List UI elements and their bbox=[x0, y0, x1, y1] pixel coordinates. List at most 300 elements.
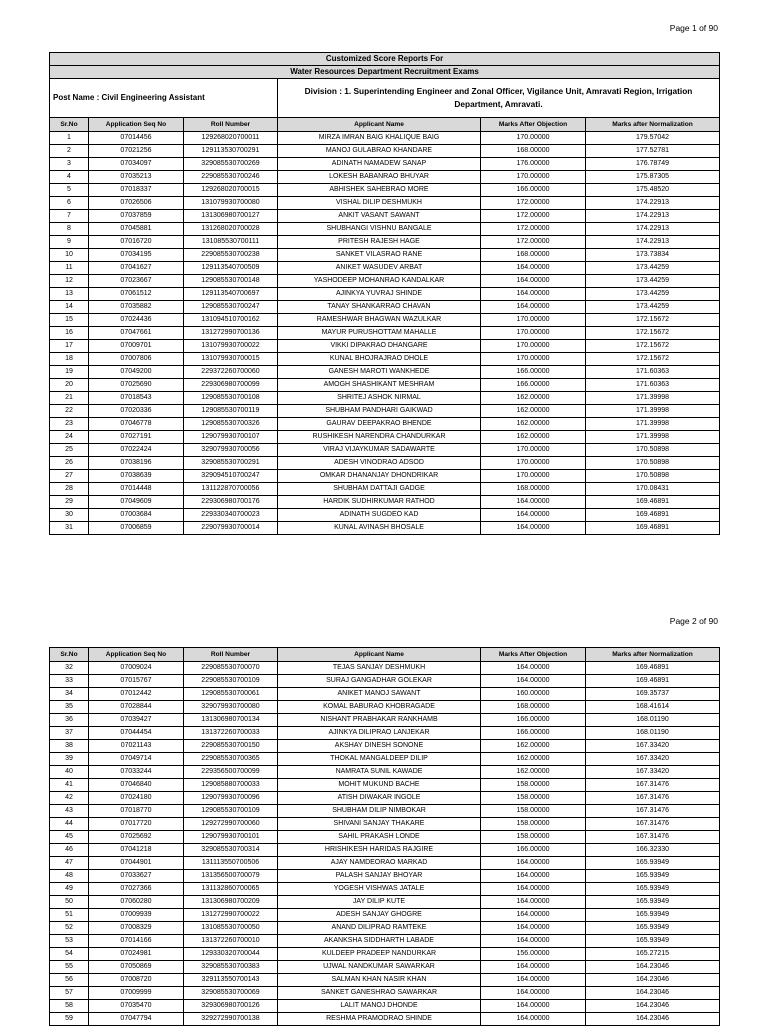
table-row bbox=[50, 431, 720, 444]
cell-marks-after-objection: 164.00000 bbox=[481, 896, 586, 909]
table-row bbox=[50, 805, 720, 818]
cell-sr-no: 32 bbox=[50, 662, 89, 675]
cell-applicant-name: AJINKYA DILIPRAO LANJEKAR bbox=[278, 727, 481, 740]
cell-sr-no: 7 bbox=[50, 210, 89, 223]
table-row bbox=[50, 418, 720, 431]
cell-marks-after-normalization: 164.23046 bbox=[586, 1013, 720, 1026]
cell-roll-number: 329113550700143 bbox=[184, 974, 278, 987]
page-number: Page 1 of 90 bbox=[669, 23, 718, 33]
col-marks-after-normalization: Marks after Normalization bbox=[586, 118, 720, 132]
cell-marks-after-objection: 170.00000 bbox=[481, 314, 586, 327]
table-row bbox=[50, 171, 720, 184]
cell-marks-after-normalization: 165.93949 bbox=[586, 922, 720, 935]
cell-marks-after-normalization: 171.39998 bbox=[586, 418, 720, 431]
cell-marks-after-normalization: 166.32330 bbox=[586, 844, 720, 857]
cell-applicant-name: SURAJ GANGADHAR GOLEKAR bbox=[278, 675, 481, 688]
cell-marks-after-objection: 170.00000 bbox=[481, 470, 586, 483]
report-subtitle: Water Resources Department Recruitment Exams bbox=[50, 66, 720, 79]
cell-sr-no: 24 bbox=[50, 431, 89, 444]
table-row bbox=[50, 740, 720, 753]
cell-applicant-name: HARDIK SUDHIRKUMAR RATHOD bbox=[278, 496, 481, 509]
cell-applicant-name: ANKIT VASANT SAWANT bbox=[278, 210, 481, 223]
cell-sr-no: 2 bbox=[50, 145, 89, 158]
table-row bbox=[50, 818, 720, 831]
cell-sr-no: 15 bbox=[50, 314, 89, 327]
col-applicant-name: Applicant Name bbox=[278, 118, 481, 132]
cell-roll-number: 131356500700079 bbox=[184, 870, 278, 883]
col-application-seq: Application Seq No bbox=[89, 648, 184, 662]
cell-marks-after-objection: 158.00000 bbox=[481, 779, 586, 792]
table-row bbox=[50, 288, 720, 301]
cell-application-seq: 07027366 bbox=[89, 883, 184, 896]
cell-roll-number: 131094510700162 bbox=[184, 314, 278, 327]
cell-marks-after-normalization: 169.46891 bbox=[586, 496, 720, 509]
cell-applicant-name: ADESH SANJAY GHOGRE bbox=[278, 909, 481, 922]
cell-roll-number: 129079930700096 bbox=[184, 792, 278, 805]
cell-application-seq: 07037859 bbox=[89, 210, 184, 223]
cell-marks-after-normalization: 172.15672 bbox=[586, 327, 720, 340]
cell-application-seq: 07046840 bbox=[89, 779, 184, 792]
cell-application-seq: 07041627 bbox=[89, 262, 184, 275]
cell-applicant-name: ATISH DIWAKAR INGOLE bbox=[278, 792, 481, 805]
cell-sr-no: 39 bbox=[50, 753, 89, 766]
cell-application-seq: 07018770 bbox=[89, 805, 184, 818]
cell-applicant-name: LALIT MANOJ DHONDE bbox=[278, 1000, 481, 1013]
cell-application-seq: 07014166 bbox=[89, 935, 184, 948]
cell-roll-number: 129085880700033 bbox=[184, 779, 278, 792]
cell-marks-after-normalization: 169.46891 bbox=[586, 522, 720, 535]
cell-roll-number: 131372260700010 bbox=[184, 935, 278, 948]
cell-marks-after-objection: 162.00000 bbox=[481, 766, 586, 779]
cell-roll-number: 229085530700365 bbox=[184, 753, 278, 766]
cell-marks-after-objection: 158.00000 bbox=[481, 805, 586, 818]
cell-marks-after-objection: 164.00000 bbox=[481, 857, 586, 870]
cell-marks-after-objection: 172.00000 bbox=[481, 210, 586, 223]
cell-sr-no: 17 bbox=[50, 340, 89, 353]
cell-marks-after-objection: 164.00000 bbox=[481, 496, 586, 509]
cell-marks-after-normalization: 173.44259 bbox=[586, 288, 720, 301]
col-marks-after-objection: Marks After Objection bbox=[481, 648, 586, 662]
cell-applicant-name: YOGESH VISHWAS JATALE bbox=[278, 883, 481, 896]
cell-applicant-name: RESHMA PRAMODRAO SHINDE bbox=[278, 1013, 481, 1026]
cell-application-seq: 07016720 bbox=[89, 236, 184, 249]
cell-roll-number: 131306980700209 bbox=[184, 896, 278, 909]
cell-marks-after-objection: 170.00000 bbox=[481, 353, 586, 366]
table-row bbox=[50, 896, 720, 909]
table-row bbox=[50, 210, 720, 223]
cell-roll-number: 129085530700247 bbox=[184, 301, 278, 314]
cell-marks-after-normalization: 168.41614 bbox=[586, 701, 720, 714]
cell-sr-no: 12 bbox=[50, 275, 89, 288]
cell-sr-no: 13 bbox=[50, 288, 89, 301]
cell-marks-after-objection: 164.00000 bbox=[481, 870, 586, 883]
cell-marks-after-normalization: 174.22913 bbox=[586, 236, 720, 249]
cell-application-seq: 07038196 bbox=[89, 457, 184, 470]
table-row bbox=[50, 961, 720, 974]
cell-marks-after-objection: 160.00000 bbox=[481, 688, 586, 701]
cell-applicant-name: MOHIT MUKUND BACHE bbox=[278, 779, 481, 792]
cell-applicant-name: SHUBHAM DATTAJI GADGE bbox=[278, 483, 481, 496]
cell-application-seq: 07014456 bbox=[89, 132, 184, 145]
cell-sr-no: 21 bbox=[50, 392, 89, 405]
cell-sr-no: 28 bbox=[50, 483, 89, 496]
cell-application-seq: 07021256 bbox=[89, 145, 184, 158]
post-name: Post Name : Civil Engineering Assistant bbox=[50, 79, 278, 118]
cell-applicant-name: NISHANT PRABHAKAR RANKHAMB bbox=[278, 714, 481, 727]
cell-marks-after-objection: 168.00000 bbox=[481, 701, 586, 714]
cell-marks-after-normalization: 174.22913 bbox=[586, 197, 720, 210]
cell-application-seq: 07014448 bbox=[89, 483, 184, 496]
cell-applicant-name: KOMAL BABURAO KHOBRAGADE bbox=[278, 701, 481, 714]
cell-sr-no: 26 bbox=[50, 457, 89, 470]
cell-roll-number: 229085530700109 bbox=[184, 675, 278, 688]
cell-marks-after-normalization: 169.35737 bbox=[586, 688, 720, 701]
cell-marks-after-objection: 156.00000 bbox=[481, 948, 586, 961]
cell-application-seq: 07046778 bbox=[89, 418, 184, 431]
cell-roll-number: 229306980700099 bbox=[184, 379, 278, 392]
table-row bbox=[50, 327, 720, 340]
cell-marks-after-normalization: 174.22913 bbox=[586, 223, 720, 236]
cell-marks-after-normalization: 167.31476 bbox=[586, 805, 720, 818]
cell-application-seq: 07047794 bbox=[89, 1013, 184, 1026]
cell-applicant-name: VIRAJ VIJAYKUMAR SADAWARTE bbox=[278, 444, 481, 457]
cell-application-seq: 07034195 bbox=[89, 249, 184, 262]
cell-marks-after-normalization: 168.01190 bbox=[586, 714, 720, 727]
cell-marks-after-objection: 172.00000 bbox=[481, 236, 586, 249]
cell-sr-no: 42 bbox=[50, 792, 89, 805]
cell-marks-after-objection: 166.00000 bbox=[481, 184, 586, 197]
cell-sr-no: 38 bbox=[50, 740, 89, 753]
cell-marks-after-normalization: 170.50898 bbox=[586, 457, 720, 470]
cell-marks-after-objection: 162.00000 bbox=[481, 753, 586, 766]
cell-marks-after-objection: 170.00000 bbox=[481, 132, 586, 145]
cell-application-seq: 07012442 bbox=[89, 688, 184, 701]
cell-roll-number: 329306980700126 bbox=[184, 1000, 278, 1013]
cell-application-seq: 07008329 bbox=[89, 922, 184, 935]
cell-applicant-name: TANAY SHANKARRAO CHAVAN bbox=[278, 301, 481, 314]
cell-marks-after-objection: 158.00000 bbox=[481, 818, 586, 831]
cell-application-seq: 07024981 bbox=[89, 948, 184, 961]
cell-application-seq: 07009701 bbox=[89, 340, 184, 353]
cell-application-seq: 07033244 bbox=[89, 766, 184, 779]
cell-application-seq: 07061512 bbox=[89, 288, 184, 301]
cell-sr-no: 48 bbox=[50, 870, 89, 883]
cell-roll-number: 329085530700383 bbox=[184, 961, 278, 974]
cell-sr-no: 3 bbox=[50, 158, 89, 171]
table-row bbox=[50, 922, 720, 935]
cell-marks-after-normalization: 173.44259 bbox=[586, 275, 720, 288]
cell-marks-after-objection: 166.00000 bbox=[481, 844, 586, 857]
cell-applicant-name: JAY DILIP KUTE bbox=[278, 896, 481, 909]
cell-applicant-name: MANOJ GULABRAO KHANDARE bbox=[278, 145, 481, 158]
cell-marks-after-normalization: 172.15672 bbox=[586, 314, 720, 327]
cell-marks-after-objection: 164.00000 bbox=[481, 301, 586, 314]
cell-marks-after-objection: 168.00000 bbox=[481, 483, 586, 496]
cell-applicant-name: HRISHIKESH HARIDAS RAJGIRE bbox=[278, 844, 481, 857]
table-row bbox=[50, 935, 720, 948]
cell-sr-no: 46 bbox=[50, 844, 89, 857]
cell-application-seq: 07006859 bbox=[89, 522, 184, 535]
table-row bbox=[50, 340, 720, 353]
cell-sr-no: 55 bbox=[50, 961, 89, 974]
cell-application-seq: 07018543 bbox=[89, 392, 184, 405]
cell-sr-no: 50 bbox=[50, 896, 89, 909]
cell-sr-no: 49 bbox=[50, 883, 89, 896]
cell-applicant-name: RUSHIKESH NARENDRA CHANDURKAR bbox=[278, 431, 481, 444]
table-row bbox=[50, 483, 720, 496]
cell-sr-no: 4 bbox=[50, 171, 89, 184]
cell-applicant-name: SALMAN KHAN NASIR KHAN bbox=[278, 974, 481, 987]
table-row bbox=[50, 353, 720, 366]
cell-marks-after-objection: 164.00000 bbox=[481, 288, 586, 301]
cell-sr-no: 45 bbox=[50, 831, 89, 844]
table-row bbox=[50, 392, 720, 405]
table-row bbox=[50, 831, 720, 844]
cell-marks-after-normalization: 169.46891 bbox=[586, 662, 720, 675]
cell-applicant-name: ANAND DILIPRAO RAMTEKE bbox=[278, 922, 481, 935]
cell-marks-after-objection: 172.00000 bbox=[481, 223, 586, 236]
cell-roll-number: 229330340700023 bbox=[184, 509, 278, 522]
table-row bbox=[50, 444, 720, 457]
cell-marks-after-normalization: 164.23046 bbox=[586, 974, 720, 987]
cell-applicant-name: SHRITEJ ASHOK NIRMAL bbox=[278, 392, 481, 405]
cell-applicant-name: AKSHAY DINESH SONONE bbox=[278, 740, 481, 753]
cell-application-seq: 07035213 bbox=[89, 171, 184, 184]
cell-marks-after-objection: 164.00000 bbox=[481, 262, 586, 275]
cell-marks-after-normalization: 167.33420 bbox=[586, 740, 720, 753]
cell-sr-no: 27 bbox=[50, 470, 89, 483]
cell-marks-after-normalization: 164.23046 bbox=[586, 961, 720, 974]
col-application-seq: Application Seq No bbox=[89, 118, 184, 132]
cell-applicant-name: PALASH SANJAY BHOYAR bbox=[278, 870, 481, 883]
cell-roll-number: 229306980700176 bbox=[184, 496, 278, 509]
cell-marks-after-normalization: 173.73834 bbox=[586, 249, 720, 262]
cell-marks-after-normalization: 171.39998 bbox=[586, 392, 720, 405]
cell-application-seq: 07035470 bbox=[89, 1000, 184, 1013]
cell-sr-no: 56 bbox=[50, 974, 89, 987]
cell-marks-after-objection: 164.00000 bbox=[481, 1013, 586, 1026]
table-row bbox=[50, 909, 720, 922]
col-roll-number: Roll Number bbox=[184, 118, 278, 132]
cell-marks-after-objection: 166.00000 bbox=[481, 379, 586, 392]
table-row bbox=[50, 197, 720, 210]
cell-roll-number: 329272990700138 bbox=[184, 1013, 278, 1026]
cell-roll-number: 129272990700060 bbox=[184, 818, 278, 831]
cell-marks-after-objection: 164.00000 bbox=[481, 909, 586, 922]
table-row bbox=[50, 314, 720, 327]
cell-marks-after-objection: 164.00000 bbox=[481, 883, 586, 896]
table-row bbox=[50, 974, 720, 987]
cell-applicant-name: ADINATH SUGDEO KAD bbox=[278, 509, 481, 522]
cell-roll-number: 131079930700080 bbox=[184, 197, 278, 210]
cell-marks-after-normalization: 164.23046 bbox=[586, 1000, 720, 1013]
cell-marks-after-normalization: 164.23046 bbox=[586, 987, 720, 1000]
cell-roll-number: 131132860700065 bbox=[184, 883, 278, 896]
cell-sr-no: 37 bbox=[50, 727, 89, 740]
cell-applicant-name: GANESH MAROTI WANKHEDE bbox=[278, 366, 481, 379]
cell-marks-after-objection: 164.00000 bbox=[481, 987, 586, 1000]
cell-application-seq: 07024436 bbox=[89, 314, 184, 327]
cell-sr-no: 47 bbox=[50, 857, 89, 870]
table-row bbox=[50, 509, 720, 522]
table-row bbox=[50, 301, 720, 314]
cell-sr-no: 51 bbox=[50, 909, 89, 922]
cell-roll-number: 329079930700080 bbox=[184, 701, 278, 714]
table-row bbox=[50, 236, 720, 249]
cell-marks-after-objection: 162.00000 bbox=[481, 405, 586, 418]
cell-sr-no: 18 bbox=[50, 353, 89, 366]
cell-marks-after-objection: 164.00000 bbox=[481, 974, 586, 987]
cell-sr-no: 23 bbox=[50, 418, 89, 431]
cell-marks-after-normalization: 174.22913 bbox=[586, 210, 720, 223]
cell-marks-after-normalization: 172.15672 bbox=[586, 353, 720, 366]
cell-marks-after-normalization: 170.50898 bbox=[586, 444, 720, 457]
cell-sr-no: 6 bbox=[50, 197, 89, 210]
cell-marks-after-normalization: 173.44259 bbox=[586, 301, 720, 314]
column-header-row bbox=[50, 118, 720, 132]
cell-roll-number: 131306980700134 bbox=[184, 714, 278, 727]
cell-application-seq: 07025692 bbox=[89, 831, 184, 844]
cell-applicant-name: KUNAL BHOJRAJRAO DHOLE bbox=[278, 353, 481, 366]
cell-sr-no: 1 bbox=[50, 132, 89, 145]
cell-sr-no: 22 bbox=[50, 405, 89, 418]
table-row bbox=[50, 766, 720, 779]
cell-applicant-name: AKANKSHA SIDDHARTH LABADE bbox=[278, 935, 481, 948]
cell-roll-number: 131122870700056 bbox=[184, 483, 278, 496]
score-report-table-continued bbox=[49, 647, 720, 1026]
table-row bbox=[50, 688, 720, 701]
cell-roll-number: 229085530700246 bbox=[184, 171, 278, 184]
cell-roll-number: 329085530700314 bbox=[184, 844, 278, 857]
cell-application-seq: 07041218 bbox=[89, 844, 184, 857]
cell-roll-number: 131268020700028 bbox=[184, 223, 278, 236]
cell-roll-number: 229356500700099 bbox=[184, 766, 278, 779]
cell-roll-number: 131272990700022 bbox=[184, 909, 278, 922]
cell-applicant-name: TEJAS SANJAY DESHMUKH bbox=[278, 662, 481, 675]
cell-application-seq: 07034097 bbox=[89, 158, 184, 171]
cell-application-seq: 07007806 bbox=[89, 353, 184, 366]
cell-roll-number: 131113550700506 bbox=[184, 857, 278, 870]
page-number: Page 2 of 90 bbox=[669, 616, 718, 626]
cell-roll-number: 129085530700109 bbox=[184, 805, 278, 818]
col-marks-after-normalization: Marks after Normalization bbox=[586, 648, 720, 662]
cell-roll-number: 129085530700119 bbox=[184, 405, 278, 418]
cell-application-seq: 07038639 bbox=[89, 470, 184, 483]
cell-application-seq: 07035882 bbox=[89, 301, 184, 314]
cell-roll-number: 131079930700022 bbox=[184, 340, 278, 353]
col-marks-after-objection: Marks After Objection bbox=[481, 118, 586, 132]
cell-applicant-name: VISHAL DILIP DESHMUKH bbox=[278, 197, 481, 210]
cell-sr-no: 35 bbox=[50, 701, 89, 714]
cell-marks-after-objection: 164.00000 bbox=[481, 935, 586, 948]
table-row bbox=[50, 753, 720, 766]
cell-applicant-name: SHUBHAM DILIP NIMBOKAR bbox=[278, 805, 481, 818]
cell-sr-no: 25 bbox=[50, 444, 89, 457]
cell-application-seq: 07033627 bbox=[89, 870, 184, 883]
table-row bbox=[50, 522, 720, 535]
cell-marks-after-objection: 164.00000 bbox=[481, 1000, 586, 1013]
cell-application-seq: 07021143 bbox=[89, 740, 184, 753]
table-row bbox=[50, 883, 720, 896]
table-row bbox=[50, 379, 720, 392]
cell-roll-number: 129085530700108 bbox=[184, 392, 278, 405]
cell-roll-number: 329079930700056 bbox=[184, 444, 278, 457]
cell-roll-number: 131085530700050 bbox=[184, 922, 278, 935]
cell-marks-after-normalization: 165.93949 bbox=[586, 896, 720, 909]
cell-marks-after-objection: 164.00000 bbox=[481, 922, 586, 935]
cell-sr-no: 40 bbox=[50, 766, 89, 779]
cell-sr-no: 33 bbox=[50, 675, 89, 688]
cell-roll-number: 129079930700107 bbox=[184, 431, 278, 444]
cell-roll-number: 129113540700697 bbox=[184, 288, 278, 301]
cell-marks-after-objection: 164.00000 bbox=[481, 662, 586, 675]
cell-marks-after-objection: 176.00000 bbox=[481, 158, 586, 171]
table-row bbox=[50, 249, 720, 262]
cell-application-seq: 07017720 bbox=[89, 818, 184, 831]
cell-marks-after-objection: 162.00000 bbox=[481, 392, 586, 405]
cell-roll-number: 329094510700247 bbox=[184, 470, 278, 483]
table-row bbox=[50, 275, 720, 288]
cell-sr-no: 29 bbox=[50, 496, 89, 509]
cell-marks-after-normalization: 173.44259 bbox=[586, 262, 720, 275]
cell-applicant-name: AMOGH SHASHIKANT MESHRAM bbox=[278, 379, 481, 392]
cell-applicant-name: SHIVANI SANJAY THAKARE bbox=[278, 818, 481, 831]
table-row bbox=[50, 132, 720, 145]
cell-roll-number: 229085530700150 bbox=[184, 740, 278, 753]
cell-marks-after-normalization: 177.52781 bbox=[586, 145, 720, 158]
cell-applicant-name: ANIKET WASUDEV ARBAT bbox=[278, 262, 481, 275]
cell-roll-number: 129085530700326 bbox=[184, 418, 278, 431]
cell-sr-no: 54 bbox=[50, 948, 89, 961]
cell-roll-number: 329085530700269 bbox=[184, 158, 278, 171]
table-row bbox=[50, 158, 720, 171]
cell-roll-number: 129268020700011 bbox=[184, 132, 278, 145]
cell-marks-after-objection: 164.00000 bbox=[481, 675, 586, 688]
cell-roll-number: 329085530700069 bbox=[184, 987, 278, 1000]
cell-marks-after-objection: 168.00000 bbox=[481, 249, 586, 262]
table-row bbox=[50, 714, 720, 727]
cell-application-seq: 07049714 bbox=[89, 753, 184, 766]
cell-applicant-name: NAMRATA SUNIL KAWADE bbox=[278, 766, 481, 779]
cell-sr-no: 52 bbox=[50, 922, 89, 935]
cell-roll-number: 129079930700101 bbox=[184, 831, 278, 844]
cell-marks-after-objection: 164.00000 bbox=[481, 961, 586, 974]
cell-application-seq: 07003684 bbox=[89, 509, 184, 522]
cell-applicant-name: AJINKYA YUVRAJ SHINDE bbox=[278, 288, 481, 301]
table-row bbox=[50, 701, 720, 714]
cell-applicant-name: LOKESH BABANRAO BHUYAR bbox=[278, 171, 481, 184]
cell-roll-number: 131372260700033 bbox=[184, 727, 278, 740]
cell-marks-after-objection: 166.00000 bbox=[481, 714, 586, 727]
cell-marks-after-normalization: 165.93949 bbox=[586, 857, 720, 870]
cell-marks-after-normalization: 165.93949 bbox=[586, 935, 720, 948]
cell-applicant-name: YASHODEEP MOHANRAO KANDALKAR bbox=[278, 275, 481, 288]
cell-marks-after-normalization: 175.87305 bbox=[586, 171, 720, 184]
cell-applicant-name: OMKAR DHANANJAY DHONDRIKAR bbox=[278, 470, 481, 483]
table-row bbox=[50, 1000, 720, 1013]
table-row bbox=[50, 470, 720, 483]
cell-application-seq: 07049200 bbox=[89, 366, 184, 379]
cell-marks-after-objection: 162.00000 bbox=[481, 418, 586, 431]
cell-sr-no: 58 bbox=[50, 1000, 89, 1013]
cell-sr-no: 20 bbox=[50, 379, 89, 392]
cell-application-seq: 07039427 bbox=[89, 714, 184, 727]
table-body bbox=[50, 132, 720, 535]
cell-marks-after-normalization: 165.27215 bbox=[586, 948, 720, 961]
cell-application-seq: 07044454 bbox=[89, 727, 184, 740]
cell-applicant-name: THOKAL MANGALDEEP DILIP bbox=[278, 753, 481, 766]
cell-application-seq: 07026506 bbox=[89, 197, 184, 210]
